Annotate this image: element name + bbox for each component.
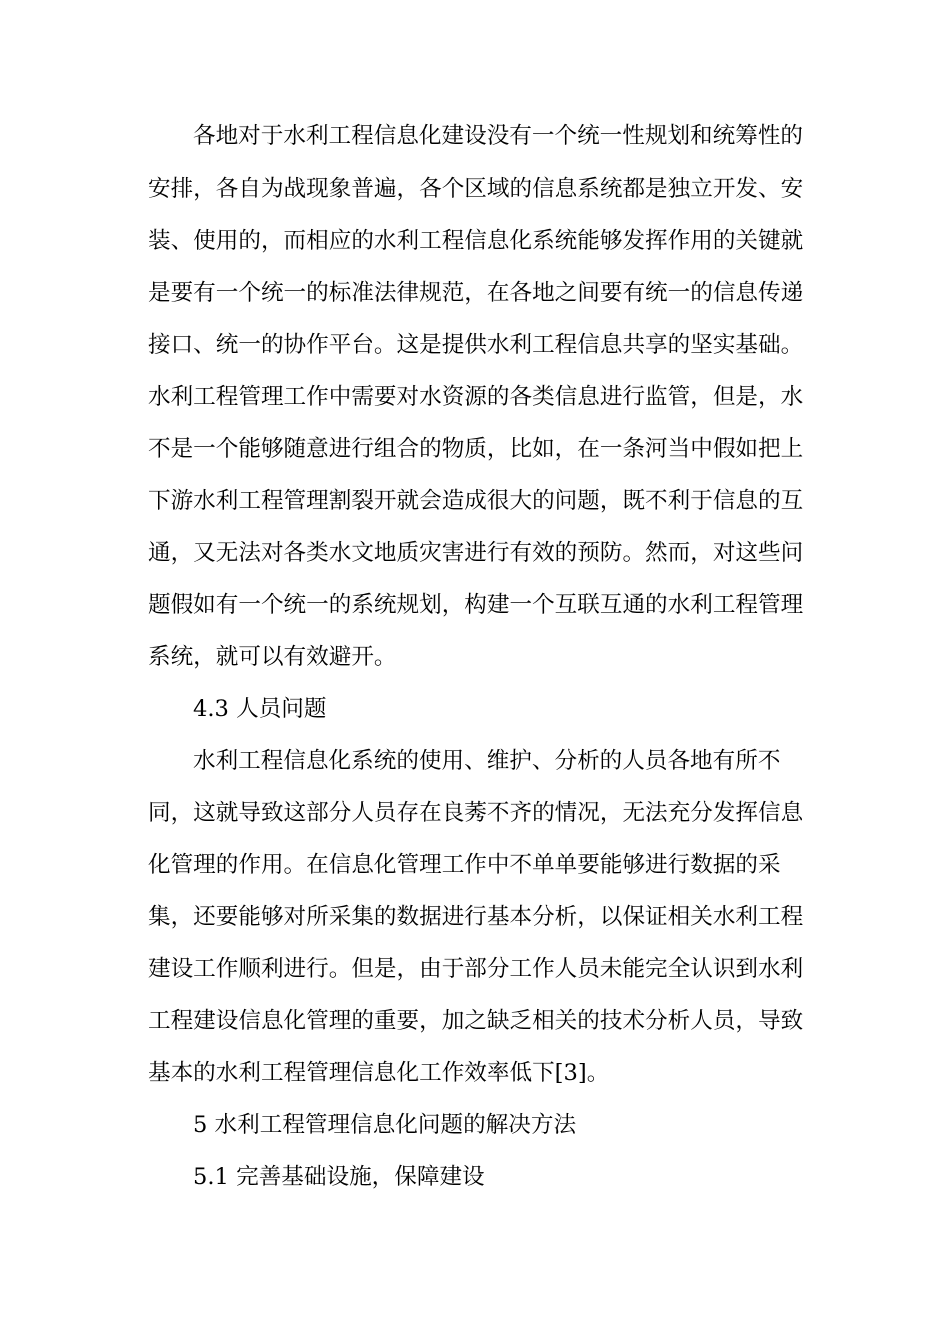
paragraph-line: 装、使用的，而相应的水利工程信息化系统能够发挥作用的关键就 [148, 228, 804, 254]
paragraph-line: 水利工程信息化系统的使用、维护、分析的人员各地有所不 [193, 748, 781, 774]
paragraph-line: 接口、统一的协作平台。这是提供水利工程信息共享的坚实基础。 [148, 332, 804, 358]
paragraph-line: 安排，各自为战现象普遍，各个区域的信息系统都是独立开发、安 [148, 176, 804, 202]
paragraph-line: 化管理的作用。在信息化管理工作中不单单要能够进行数据的采 [148, 852, 781, 878]
paragraph-line: 是要有一个统一的标准法律规范，在各地之间要有统一的信息传递 [148, 280, 804, 306]
paragraph-line: 系统，就可以有效避开。 [148, 644, 397, 670]
subsection-heading: 5.1 完善基础设施，保障建设 [193, 1164, 485, 1190]
paragraph-line: 基本的水利工程管理信息化工作效率低下[3]。 [148, 1060, 610, 1086]
section-heading: 4.3 人员问题 [193, 696, 327, 722]
paragraph-line: 各地对于水利工程信息化建设没有一个统一性规划和统筹性的 [193, 123, 804, 149]
paragraph-line: 集，还要能够对所采集的数据进行基本分析，以保证相关水利工程 [148, 904, 804, 930]
paragraph-line: 不是一个能够随意进行组合的物质，比如，在一条河当中假如把上 [148, 436, 804, 462]
paragraph-line: 通，又无法对各类水文地质灾害进行有效的预防。然而，对这些问 [148, 540, 804, 566]
section-heading: 5 水利工程管理信息化问题的解决方法 [193, 1112, 577, 1138]
paragraph-line: 题假如有一个统一的系统规划，构建一个互联互通的水利工程管理 [148, 592, 804, 618]
paragraph-line: 建设工作顺利进行。但是，由于部分工作人员未能完全认识到水利 [148, 956, 804, 982]
paragraph-line: 同，这就导致这部分人员存在良莠不齐的情况，无法充分发挥信息 [148, 800, 804, 826]
paragraph-line: 水利工程管理工作中需要对水资源的各类信息进行监管，但是，水 [148, 384, 804, 410]
paragraph-line: 下游水利工程管理割裂开就会造成很大的问题，既不利于信息的互 [148, 488, 804, 514]
paragraph-line: 工程建设信息化管理的重要，加之缺乏相关的技术分析人员，导致 [148, 1008, 804, 1034]
